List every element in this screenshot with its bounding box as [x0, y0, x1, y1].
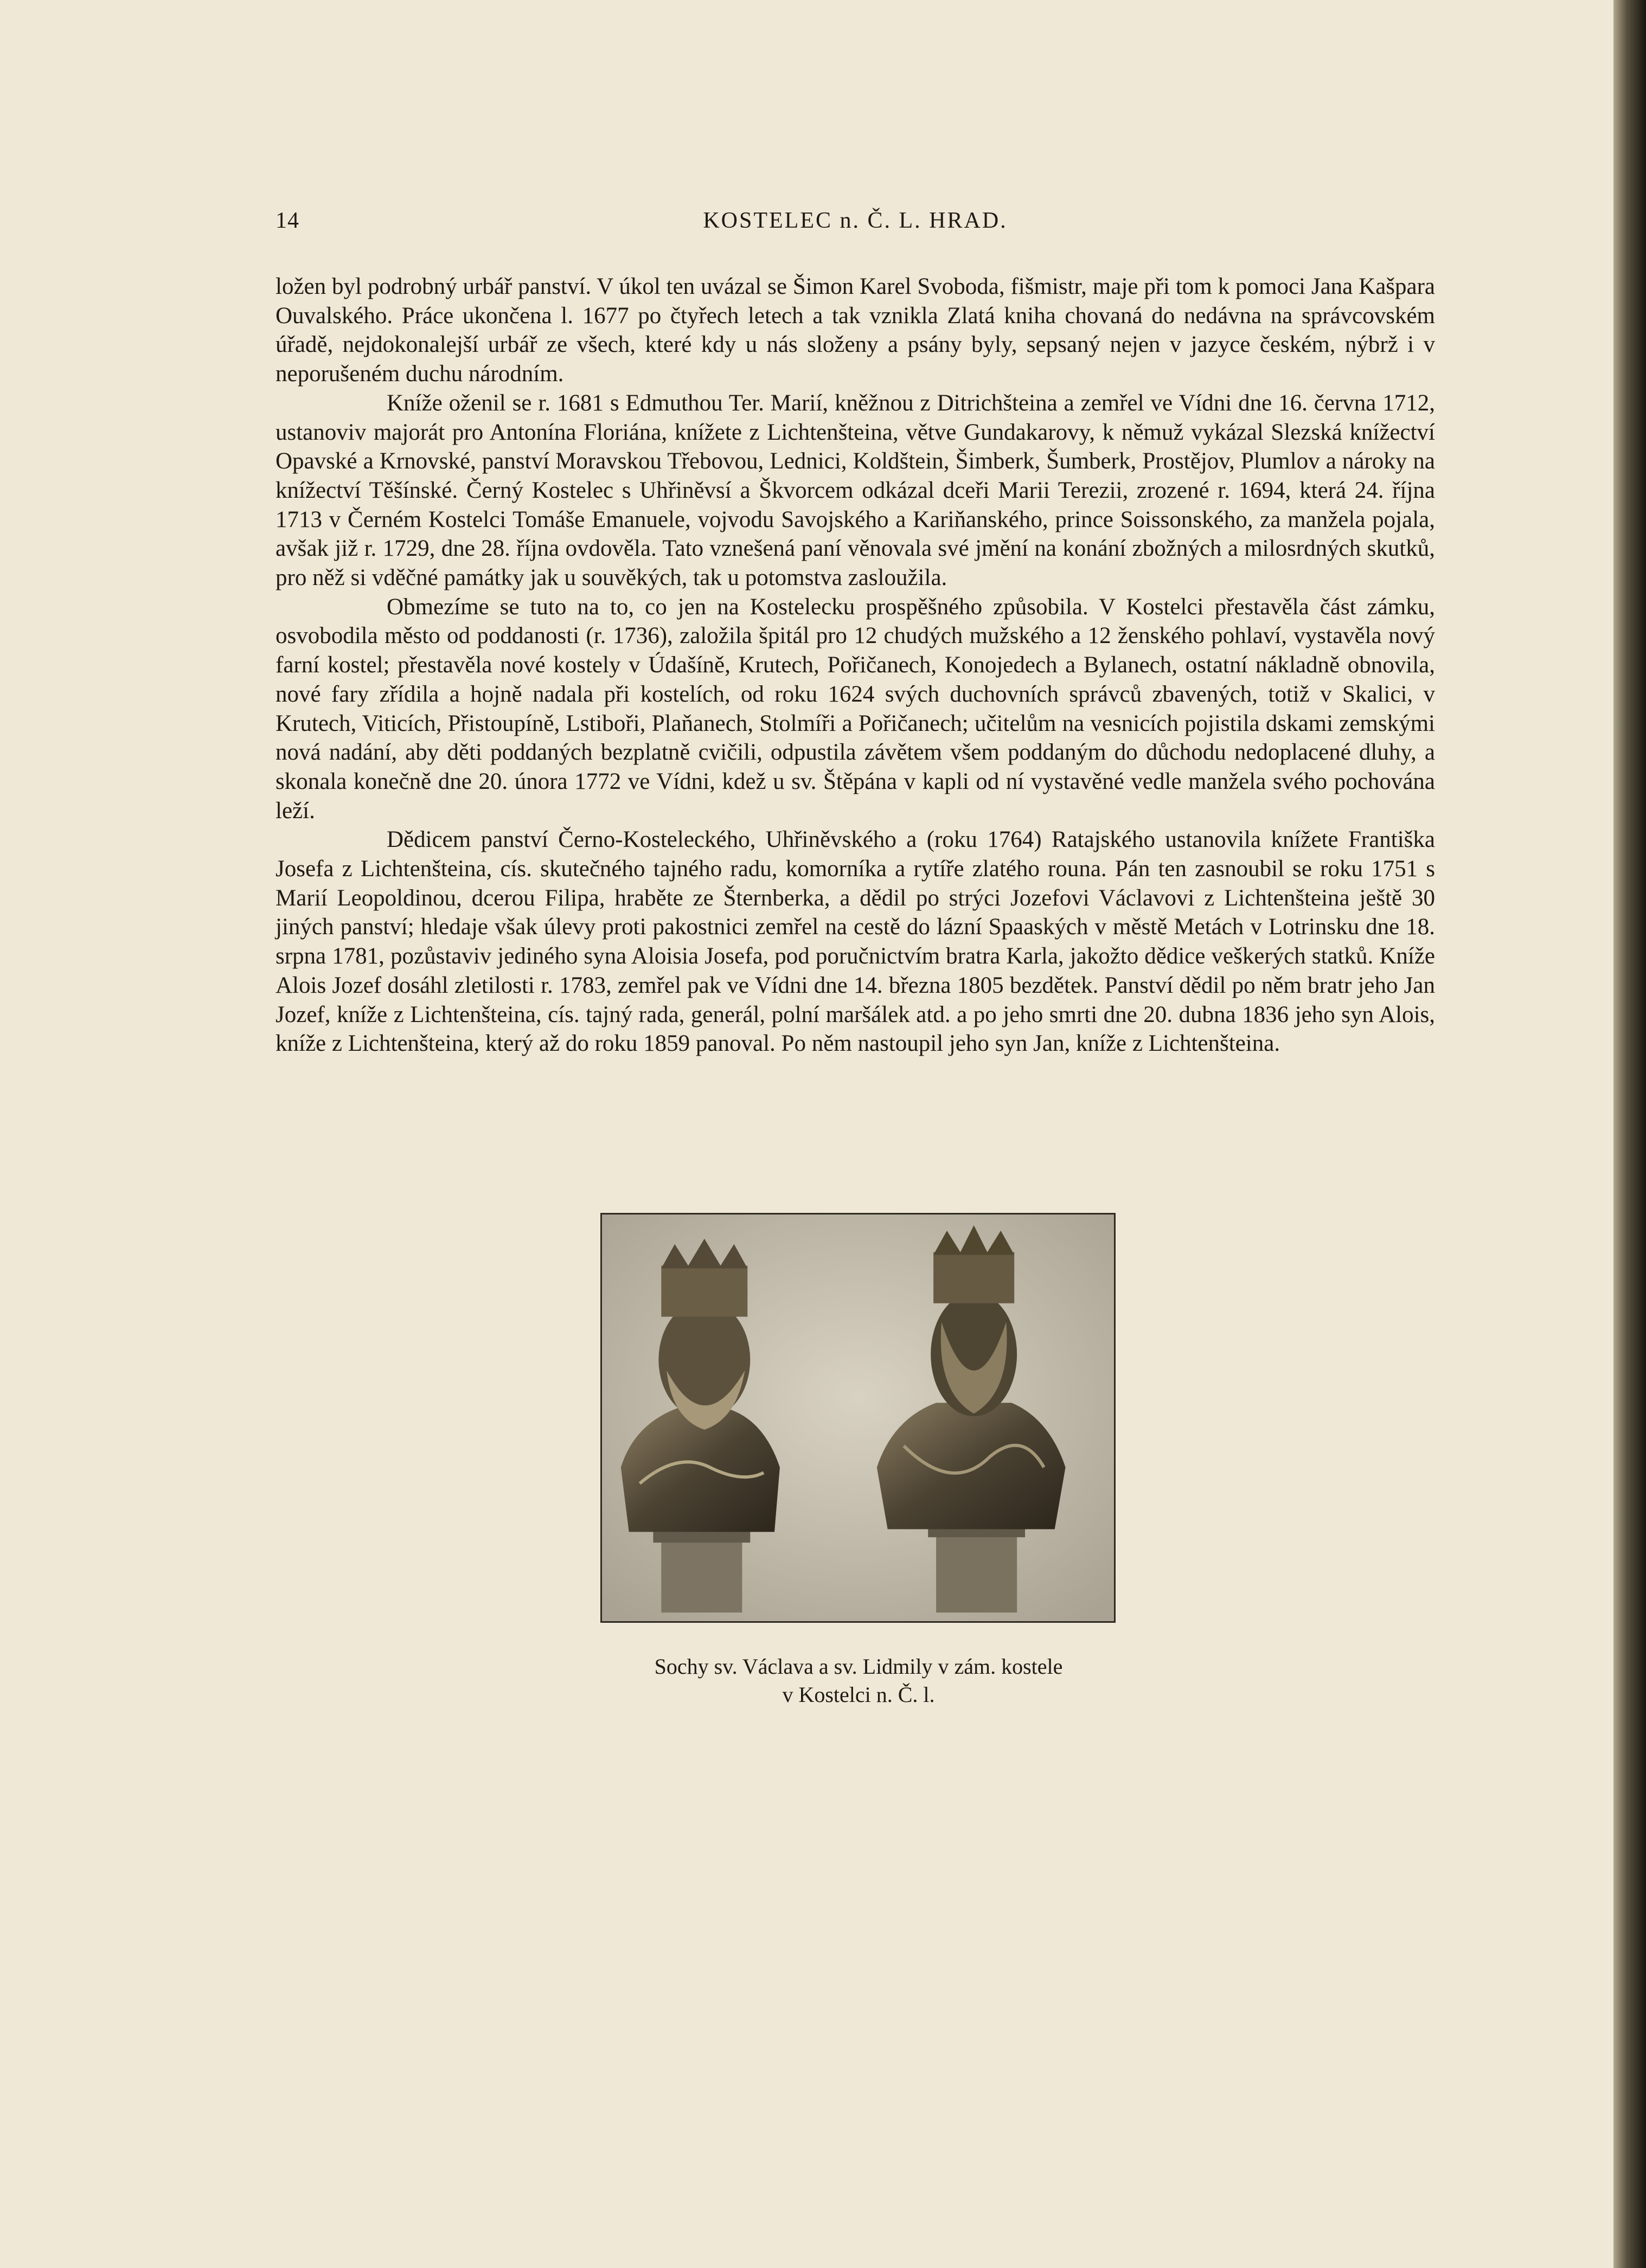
book-spine-edge — [1613, 0, 1646, 2268]
figure-caption — [542, 1653, 1175, 1709]
busts-illustration — [602, 1215, 1114, 1621]
paragraph-3: Obmezíme se tuto na to, co jen na Kostelecku prospěšného způsobila. V Kostelci přestavěla část zámku, osvobodila město od poddanosti (r. 1736), založila špitál pro 12 chudých mužského a 12 ženského pohlaví, vystavěla nový farní kostel; přestavěla nové kostely v Údašíně, Krutech, Pořičanech, Konojedech a Bylanech, ostatní nákladně obnovila, nové fary zřídila a hojně nadala při kostelích, od roku 1624 svých duchovních správců zbavených, totiž v Skalici, v Krutech, Viticích, Přistoupíně, Lstiboři, Plaňanech, Stolmíři a Pořičanech; učitelům na vesnicích pojistila dskami zemskými nová nadání, aby děti poddaných bezplatně cvičili, odpustila závětem všem poddaným do důchodu nedoplacené dluhy, a skonala konečně dne 20. února 1772 ve Vídni, kdež u sv. Štěpána v kapli od ní vystavěné vedle manžela svého pochována leží. — [276, 594, 1435, 824]
statues-photograph — [600, 1213, 1116, 1623]
paragraph-1: ložen byl podrobný urbář panství. V úkol ten uvázal se Šimon Karel Svoboda, fišmistr, maje při tom k pomoci Jana Kašpara Ouvalského. Práce ukončena l. 1677 po čtyřech letech a tak vznikla Zlatá kniha chovaná do nedávna na správcovském úřadě, nejdokonalejší urbář ze všech, které kdy u nás složeny a psány byly, sepsaný nejen v jazyce českém, nýbrž i v neporušeném duchu národním. — [276, 274, 1435, 387]
page-header — [276, 208, 1435, 240]
running-head: KOSTELEC n. Č. L. HRAD. — [703, 208, 1008, 233]
body-text — [276, 272, 1435, 1058]
paragraph-2: Kníže oženil se r. 1681 s Edmuthou Ter. Marií, kněžnou z Ditrichšteina a zemřel ve Vídni dne 16. června 1712, ustanoviv majorát pro Antonína Floriána, knížete z Lichtenšteina, větve Gundakarovy, k němuž vykázal Slezská knížectví Opavské a Krnovské, panství Moravskou Třebovou, Lednici, Koldštein, Šimberk, Šumberk, Prostějov, Plumlov a nároky na knížectví Těšínské. Černý Kostelec s Uhřiněvsí a Škvorcem odkázal dceři Marii Terezii, zrozené r. 1694, která 24. října 1713 v Černém Kostelci Tomáše Emanuele, vojvodu Savojského a Kariňanského, prince Soissonského, za manžela pojala, avšak již r. 1729, dne 28. října ovdověla. Tato vznešená paní věnovala své jmění na konání zbožných a milosrdných skutků, pro něž si vděčné památky jak u souvěkých, tak u potomstva zasloužila. — [276, 390, 1435, 591]
paragraph-4: Dědicem panství Černo-Kosteleckého, Uhřiněvského a (roku 1764) Ratajského ustanovila knížete Františka Josefa z Lichtenšteina, cís. skutečného tajného radu, komorníka a rytíře zlatého rouna. Pán ten zasnoubil se roku 1751 s Marií Leopoldinou, dcerou Filipa, hraběte ze Šternberka, a dědil po strýci Jozefovi Václavovi z Lichtenšteina ještě 30 jiných panství; hledaje však úlevy proti pakostnici zemřel na cestě do lázní Spaaských v městě Metách v Lotrinsku dne 18. srpna 1781, pozůstaviv jediného syna Aloisia Josefa, pod poručnictvím bratra Karla, jakožto dědice veškerých statků. Kníže Alois Jozef dosáhl zletilosti r. 1783, zemřel pak ve Vídni dne 14. března 1805 bezdětek. Panství dědil po něm bratr jeho Jan Jozef, kníže z Lichtenšteina, cís. tajný rada, generál, polní maršálek atd. a po jeho smrti dne 20. dubna 1836 jeho syn Alois, kníže z Lichtenšteina, který až do roku 1859 panoval. Po něm nastoupil jeho syn Jan, kníže z Lichtenšteina. — [276, 827, 1435, 1057]
page-number: 14 — [276, 208, 299, 233]
caption-line-1: Sochy sv. Václava a sv. Lidmily v zám. kostele — [654, 1654, 1063, 1679]
caption-line-2: v Kostelci n. Č. l. — [782, 1682, 935, 1707]
